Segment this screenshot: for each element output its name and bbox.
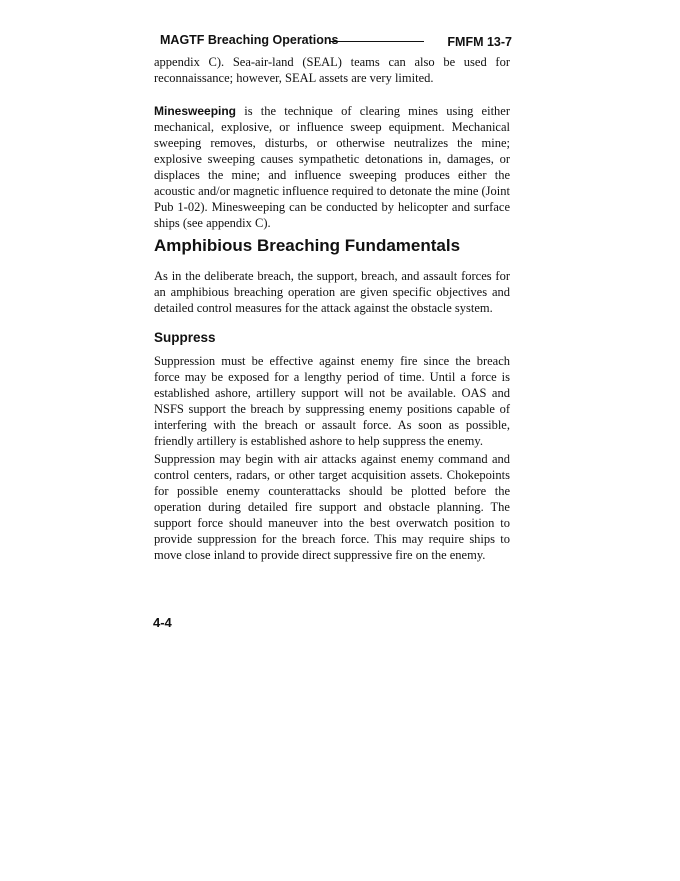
paragraph-suppress-2: Suppression may begin with air attacks against enemy command and control centers, radars, or other target acquisition assets. Chokepoints for possible enemy counterattacks should be plotted before the operation during detailed fire support and obstacle planning. The support force should maneuver into the best overwatch position to provide suppression for the breach force. This may require ships to move close inland to provide direct suppressive fire on the enemy. (154, 452, 510, 562)
subsection-heading: Suppress (154, 330, 216, 345)
section-heading: Amphibious Breaching Fundamentals (154, 236, 461, 255)
page-number: 4-4 (153, 615, 172, 630)
header-doc-id: FMFM 13-7 (447, 35, 512, 49)
paragraph-minesweeping-body: is the technique of clearing mines using either mechanical, explosive, or influence sweep equipment. Mechanical sweeping removes, disturbs, or otherwise neutralizes the mine; explosive sweeping causes sympathetic detonations in, damages, or displaces the mine; and influence sweeping produces either the acoustic and/or magnetic influence required to detonate the mine (Joint Pub 1-02). Minesweeping can be conducted by helicopter and surface ships (see appendix C). (154, 104, 510, 230)
paragraph-minesweeping (154, 103, 510, 231)
paragraph-seal: appendix C). Sea-air-land (SEAL) teams can also be used for reconnaissance; however, SEAL assets are very limited. (154, 55, 510, 85)
paragraph-fundamentals: As in the deliberate breach, the support, breach, and assault forces for an amphibious breaching operation are given specific objectives and detailed control measures for the attack against the obstacle system. (154, 269, 510, 315)
header-title: MAGTF Breaching Operations (160, 33, 339, 47)
header-rule (330, 41, 424, 42)
paragraph-suppress-1: Suppression must be effective against enemy fire since the breach force may be exposed for a lengthy period of time. Until a force is established ashore, artillery support will not be available. OAS and NSFS support the breach by suppressing enemy positions capable of interfering with the breach or assault force. As soon as possible, friendly artillery is established ashore to help suppress the enemy. (154, 354, 510, 448)
term-minesweeping: Minesweeping (154, 104, 237, 118)
running-header (160, 33, 512, 51)
